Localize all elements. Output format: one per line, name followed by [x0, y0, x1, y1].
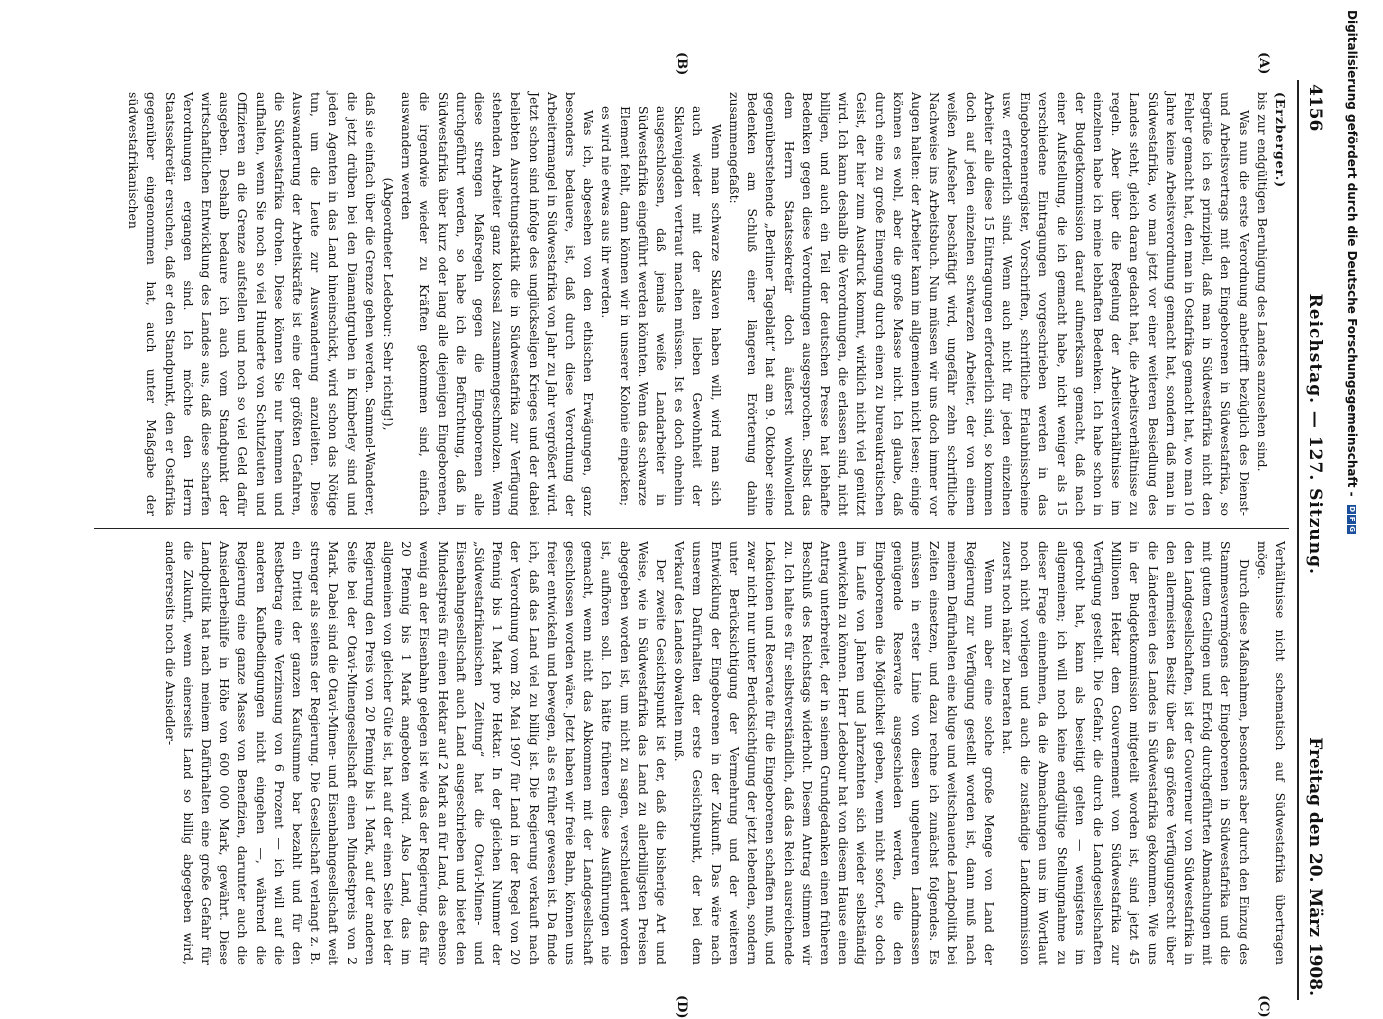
paragraph: Verhältnisse nicht schematisch auf Südwestafrika übertragen möge. [1254, 541, 1288, 965]
dfg-logo-icon: D F G [1348, 506, 1357, 532]
paragraph: Was ich, abgesehen von den ethischen Erwägungen, ganz besonders bedauere, ist, daß durch diese Verordnung der Arbeitermangel in Südwestafrika von Jahr zu Jahr vergrößert wird. Jetzt schon sind infolge des unglückseligen Krieges und der dabei beliebten Ausrottungstaktik die in Südwestafrika zur Verfügung stehenden Arbeiter ganz kolossal zusammengeschmolzen. Wenn diese strengen Maßregeln gegen die Eingeborenen alle durchgeführt werden, so habe ich die Befürchtung, daß in Südwestafrika über kurz oder lang alle diejenigen Eingeborenen, die irgendwie wieder zu Kräften gekommen sind, einfach auswandern werden [399, 92, 597, 516]
margin-letter-d: (D) [674, 995, 689, 1019]
rotated-page [25, 52, 1325, 1019]
margin-letter-a: (A) [1256, 52, 1271, 75]
paragraph: bis zur endgültigen Beruhigung des Landes anzusehen sind. [1254, 92, 1270, 472]
paragraph: Wenn nun aber eine solche große Menge von Land der Regierung zur Verfügung gestellt worden ist, dann muß nach meinem Dafürhalten eine kluge und weitschauende Landpolitik bei Zeiten einsetzen, und dazu rechne ich zunächst folgendes. Es müssen in erster Linie von diesen ungeheuren Landmassen genügende Reservate ausgeschieden werden, die den Eingeborenen die Möglichkeit geben, wenn nicht sofort, so doch im Laufe von Jahren und Jahrzehnten sich wieder selbständig entwickeln zu können. Herr Ledebour hat von diesem Hause einen Antrag unterbreitet, der in seinem Grundgedanken einen früheren Beschluß des Reichstags widerholt. Diesem Antrag stimmen wir zu. Ich halte es für selbstverständlich, daß das Reich ausreichende Lokationen und Reservate für die Eingeborenen schaffen muß, und zwar nicht nur unter Berücksichtigung der jetzt lebenden, sondern unter Berücksichtigung der Vermehrung und der weiteren Entwicklung der Eingeborenen in der Zukunft. Das wäre nach unserem Dafürhalten der erste Gesichtspunkt, der bei dem Verkauf des Landes obwalten muß. [672, 541, 997, 965]
paragraph: daß sie einfach über die Grenze gehen werden. Sammel-Wanderer, die jetzt drüben bei den Diamantgruben in Kimberley sind und jeden Agenten in das Land hineinschickt, wird schon das Nötige tun, um die Leute zur Auswanderung anzuleiten. Diese Auswanderung der Arbeitskräfte ist eine der größten Gefahren, die Südwestafrika drohen. Diese können Sie nur hemmen und aufhalten, wenn Sie noch so viel Hunderte von Schutzleuten und Offizieren an die Grenze aufstellen und noch so viel Geld dafür ausgeben. Deshalb bedaure ich auch vom Standpunkt der wirtschaftlichen Entwicklung des Landes aus, daß diese scharfen Verordnungen ergangen sind. Ich möchte den Herrn Staatssekretär ersuchen, daß er den Standpunkt, den er Ostafrika gegenüber eingenommen hat, auch unter Maßgabe der südwestafrikanischen [126, 92, 378, 516]
paragraph: Was nun die erste Verordnung anbetrifft bezüglich des Dienst- und Arbeitsvertrags mit den Eingeborenen in Südwestafrika, so begrüße ich es prinzipiell, daß man in Südwestafrika nicht den Fehler gemacht hat, den man in Ostafrika gemacht hat, wo man 10 Jahre keine Arbeitsverordnung gemacht hat, sondern daß man in Südwestafrika, wo man jetzt vor einer weiteren Besiedlung des Landes steht, gleich daran gedacht hat, die Arbeitsverhältnisse zu regeln. Aber über die Regelung der Arbeitsverhältnisse im einzelnen habe ich meine lebhaften Bedenken. Ich habe schon in der Budgetkommission darauf aufmerksam gemacht, daß nach einer Aufstellung, die ich gemacht habe, nicht weniger als 15 verschiedene Eintragungen vorgeschrieben werden in das Eingeborenenregister, Vorschriften, schriftliche Erlaubnisscheine usw. erforderlich sind. Wenn auch nicht für jeden einzelnen Arbeiter alle diese 15 Eintragungen erforderlich sind, so kommen doch auf jeden einzelnen schwarzen Arbeiter, der von einem weißen Aufseher beschäftigt wird, ungefähr zehn schriftliche Nachweise ins Arbeitsbuch. Nun müssen wir uns doch immer vor Augen halten: der Arbeiter kann im allgemeinen nicht lesen; einige können es wohl, aber die große Masse nicht. Ich glaube, daß durch eine zu große Einengung durch einen zu bureaukratischen Geist, der hier zum Ausdruck kommt, wirklich nicht viel genützt wird. Ich kann deshalb die Verordnungen, die erlassen sind, nicht billigen, und auch ein Teil der deutschen Presse hat lebhafte Bedenken gegen diese Verordnungen ausgesprochen. Selbst das dem Herrn Staatssekretär doch äußerst wohlwollend gegenüberstehende „Berliner Tageblatt“ hat am 9. Oktober seine Bedenken am Schluß einer längeren Erörterung dahin zusammengefaßt: [726, 92, 1252, 516]
margin-letter-b: (B) [674, 52, 689, 76]
speaker-name: (Erzberger.) [1273, 92, 1288, 189]
right-column [94, 529, 1289, 977]
page-date: Freitag den 20. März 1908. [1305, 737, 1325, 996]
margin-letter-c: (C) [1256, 995, 1271, 1018]
page-number: 4156 [1305, 84, 1325, 132]
page-title: Reichstag. — 127. Sitzung. [1305, 293, 1325, 575]
digitization-credit [1342, 0, 1362, 1010]
quote-paragraph: Wenn man schwarze Sklaven haben will, wird man sich auch wieder mit der alten lieben Gewohnheit der Sklavenjagden vertraut machen müssen. Ist es doch ohnehin ausgeschlossen, daß jemals weiße Landarbeiter in Südwestafrika eingeführt werden könnten. Wenn das schwarze Element fehlt, dann können wir in unserer Kolonie einpacken; es wird nie etwas aus ihr werden. [599, 106, 724, 506]
paragraph: Durch diese Maßnahmen, besonders aber durch den Einzug des Stammesvermögens der Eingeborenen in Südwestafrika und die mit gutem Gelingen und Erfolg durchgeführten Abmachungen mit den Landgesellschaften, ist der Gouverneur von Südwestafrika in den allermeisten Besitz über das größere Verfügungsrecht über die Ländereien des Landes in Südwestafrika gekommen. Wie uns in der Budgetkommission mitgeteilt worden ist, sind jetzt 45 Millionen Hektar dem Gouvernement von Südwestafrika zur Verfügung gestellt. Die Gefahr, die durch die Landgesellschaften gedroht hat, kann als beseitigt gelten — wenigstens im allgemeinen; ich will noch keine endgültige Stellungnahme zu dieser Frage einnehmen, da die Abmachungen uns im Wortlaut noch nicht vorliegen und auch die zuständige Landkommission zuerst noch näher zu beraten hat. [999, 541, 1252, 965]
text-columns [94, 52, 1289, 1019]
speaker-line [1271, 92, 1289, 516]
paragraph: Der zweite Gesichtspunkt ist der, daß die bisherige Art und Weise, wie in Südwestafrika das Land zu allerbilligsten Preisen abgegeben worden ist, um nicht zu sagen, verschleudert worden ist, aufhören soll. Ich hätte früheren diese Ausführungen nie gemacht, wenn nicht das Abkommen mit der Landgesellschaft geschlossen worden wäre. Jetzt haben wir freie Bahn, können uns freier entwickeln und bewegen, als es früher gewesen ist. Da finde ich, daß das Land viel zu billig ist. Die Regierung verkauft nach der Verordnung vom 28. Mai 1907 für Land in der Regel von 20 Pfennig bis 1 Mark pro Hektar. In der gleichen Nummer der „Südwestafrikanischen Zeitung“ hat die Otavi-Minen- und Eisenbahngesellschaft auch Land ausgeschrieben und bietet den Mindestpreis für einen Hektar auf 2 Mark an für Land, das ebenso wenig an der Eisenbahn gelegen ist wie das der Regierung, das für 20 Pfennig bis 1 Mark angeboten wird. Also Land, das im allgemeinen von gleicher Güte ist, hat auf der einen Seite bei der Regierung den Preis von 20 Pfennig bis 1 Mark, auf der anderen Seite bei der Otavi-Minengesellschaft einen Mindestpreis von 2 Mark. Dabei sind die Otavi-Minen- und Eisenbahngesellschaft weit strenger als seitens der Regierung. Die Gesellschaft verlangt z. B. ein Drittel der ganzen Kaufsumme bar bezahlt und für den Restbetrag eine Verzinsung von 6 Prozent — ich will auf die anderen Kaufbedingungen nicht eingehen —, während die Regierung eine ganze Masse von Benefizien, darunter auch die Ansiedlerbeihilfe in Höhe von 600 000 Mark, gewährt. Diese Landpolitik hat nach meinem Dafürhalten eine große Gefahr für die Zukunft, wenn einerseits Land so billig abgegeben wird, andererseits noch die Ansiedler- [162, 541, 670, 965]
credit-text: Digitalisierung gefördert durch die Deutsche Forschungsgemeinschaft - [1345, 10, 1359, 497]
left-column [94, 80, 1289, 528]
document-page [85, 52, 1325, 1019]
interjection: (Abgeordneter Ledebour: Sehr richtig!), [381, 177, 397, 431]
page-header [1297, 80, 1325, 1000]
